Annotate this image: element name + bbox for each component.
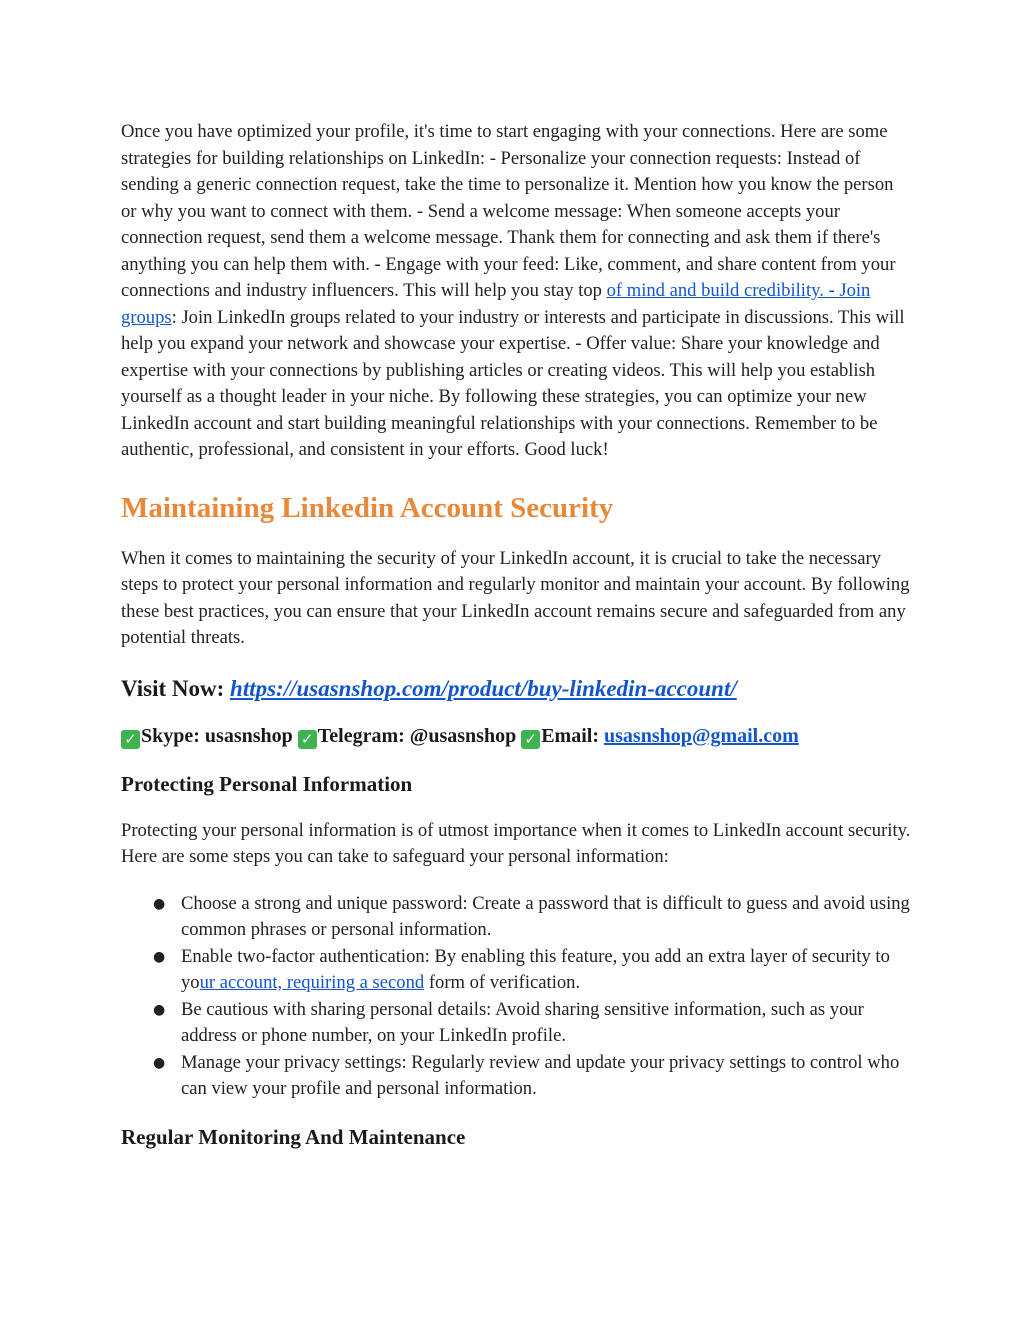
bullet-icon: ● bbox=[153, 895, 166, 912]
monitoring-heading: Regular Monitoring And Maintenance bbox=[121, 1124, 466, 1149]
bullet-icon: ● bbox=[153, 1001, 166, 1018]
bullet-icon: ● bbox=[153, 1054, 166, 1071]
intro-paragraph bbox=[121, 119, 911, 464]
protection-steps-list bbox=[121, 891, 911, 1103]
list-item-text: Enable two-factor authentication: By enabling this feature, you add an extra layer of security to yo bbox=[181, 945, 890, 993]
security-heading: Maintaining Linkedin Account Security bbox=[121, 491, 614, 524]
security-paragraph: When it comes to maintaining the security of your LinkedIn account, it is crucial to take the necessary steps to protect your personal information and regularly monitor and maintain your account. By following these best practices, you can ensure that your LinkedIn account remains secure and safeguarded from any potential threats. bbox=[121, 547, 910, 648]
protecting-heading: Protecting Personal Information bbox=[121, 771, 413, 796]
skype-text: Skype: usasnshop bbox=[141, 724, 298, 747]
visit-now-label: Visit Now: bbox=[121, 675, 231, 701]
contact-line bbox=[121, 722, 911, 750]
intro-text-start: Once you have optimized your profile, it's time to start engaging with your connections. Here are some strategies for building relationships on LinkedIn: - Personalize your connection requests: Instead of sending a generic connection request, take the time to personalize it. Mention how you know the person or why you want to connect with them. - Send a welcome message: When someone accepts your connection request, send them a welcome message. Thank them for connecting and ask them if there's anything you can help them with. - Engage with your feed: Like, comment, and share content from your connections and industry influencers. This will help you stay top bbox=[121, 121, 896, 301]
list-item-text: form of verification. bbox=[424, 972, 581, 993]
list-item-text: Manage your privacy settings: Regularly review and update your privacy settings to control who can view your profile and personal information. bbox=[181, 1051, 900, 1099]
list-item bbox=[153, 944, 911, 997]
credibility-groups-link[interactable]: of mind and build credibility. - Join groups bbox=[121, 280, 871, 328]
email-label: Email: bbox=[541, 724, 604, 747]
list-item bbox=[153, 997, 911, 1050]
check-mark-icon: ✓ bbox=[298, 730, 317, 749]
email-link[interactable]: usasnshop@gmail.com bbox=[604, 724, 799, 747]
list-item bbox=[153, 1050, 911, 1103]
visit-now-link[interactable]: https://usasnshop.com/product/buy-linkedin-account/ bbox=[230, 675, 737, 701]
document-page bbox=[121, 119, 911, 1171]
list-item-text: Choose a strong and unique password: Create a password that is difficult to guess and avoid using common phrases or personal information. bbox=[181, 892, 910, 940]
telegram-text: Telegram: @usasnshop bbox=[317, 724, 522, 747]
check-mark-icon: ✓ bbox=[521, 730, 540, 749]
account-second-link[interactable]: ur account, requiring a second bbox=[199, 972, 425, 993]
check-mark-icon: ✓ bbox=[121, 730, 140, 749]
list-item-text: Be cautious with sharing personal details: Avoid sharing sensitive information, such as your address or phone number, on your LinkedIn profile. bbox=[181, 998, 864, 1046]
bullet-icon: ● bbox=[153, 948, 166, 965]
list-item bbox=[153, 891, 911, 944]
intro-text-end: : Join LinkedIn groups related to your industry or interests and participate in discussions. This will help you expand your network and showcase your expertise. - Offer value: Share your knowledge and expertise with your connections by publishing articles or creating videos. This will help you establish yourself as a thought leader in your niche. By following these strategies, you can optimize your new LinkedIn account and start building meaningful relationships with your connections. Remember to be authentic, professional, and consistent in your efforts. Good luck! bbox=[121, 306, 905, 460]
visit-now-line bbox=[121, 674, 911, 704]
protecting-paragraph: Protecting your personal information is of utmost importance when it comes to LinkedIn account security. Here are some steps you can take to safeguard your personal information: bbox=[121, 819, 911, 867]
